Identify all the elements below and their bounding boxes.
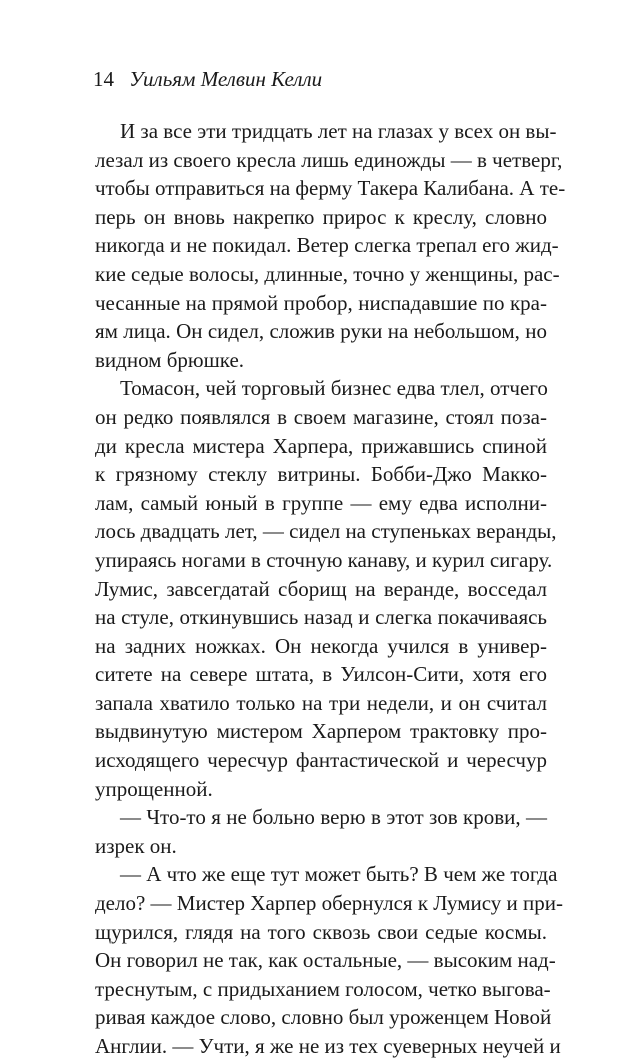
paragraph [95,117,566,374]
text-line: Он говорил не так, как остальные, — высоким над- [95,948,556,973]
body-text [95,117,566,1061]
text-line: видном брюшке. [95,347,245,372]
text-line: изрек он. [95,833,177,858]
text-line: упрощенной. [95,776,213,801]
text-line: запала хватило только на три недели, и он считал [95,690,547,715]
paragraph [95,803,547,860]
text-line: на задних ножках. Он некогда учился в универ- [95,633,547,658]
running-head [93,66,322,92]
text-line: лось двадцать лет, — сидел на ступеньках веранды, [95,519,557,544]
text-line: И за все эти тридцать лет на глазах у всех он вы- [120,119,557,143]
text-line: ривая каждое слово, словно был уроженцем Новой [95,1005,552,1030]
text-line: кие седые волосы, длинные, точно у женщины, рас- [95,261,560,286]
text-line: щурился, глядя на того сквозь свои седые космы. [95,919,547,944]
text-line: Лумис, завсегдатай сборищ на веранде, восседал [95,576,547,601]
text-line: Англии. — Учти, я же не из тех суеверных неучей и [95,1034,561,1058]
text-line: Томасон, чей торговый бизнес едва тлел, отчего [120,376,548,401]
text-line: лам, самый юный в группе — ему едва исполни- [95,490,547,515]
text-line: исходящего чересчур фантастической и чересчур [95,748,547,773]
text-line: — А что же еще тут может быть? В чем же тогда [120,862,558,887]
page-number: 14 [93,67,114,91]
text-line: перь он вновь накрепко прирос к креслу, словно [95,204,547,229]
text-line: чтобы отправиться на ферму Такера Калибана. А те- [95,176,566,201]
text-line: ям лица. Он сидел, сложив руки на небольшом, но [95,319,547,344]
text-line: — Что-то я не больно верю в этот зов крови, — [120,805,547,830]
text-line: на стуле, откинувшись назад и слегка покачиваясь [95,605,547,630]
text-line: упираясь ногами в сточную канаву, и курил сигару. [95,547,553,572]
text-line: дело? — Мистер Харпер обернулся к Лумису и при- [95,891,564,916]
text-line: выдвинутую мистером Харпером трактовку про- [95,719,547,744]
text-line: лезал из своего кресла лишь единожды — в четверг, [95,147,563,172]
text-line: никогда и не покидал. Ветер слегка трепал его жид- [95,233,559,258]
running-head-author: Уильям Мелвин Келли [129,67,323,91]
text-line: ди кресла мистера Харпера, прижавшись спиной [95,433,547,458]
text-line: треснутым, с придыханием голосом, четко выгова- [95,976,551,1001]
text-line: он редко появлялся в своем магазине, стоял поза- [95,404,547,429]
text-line: чесанные на прямой пробор, ниспадавшие по кра- [95,290,547,315]
paragraph [95,374,557,803]
text-line: к грязному стеклу витрины. Бобби-Джо Макко- [95,462,547,487]
text-line: ситете на севере штата, в Уилсон-Сити, хотя его [95,662,547,687]
paragraph [95,860,564,1060]
